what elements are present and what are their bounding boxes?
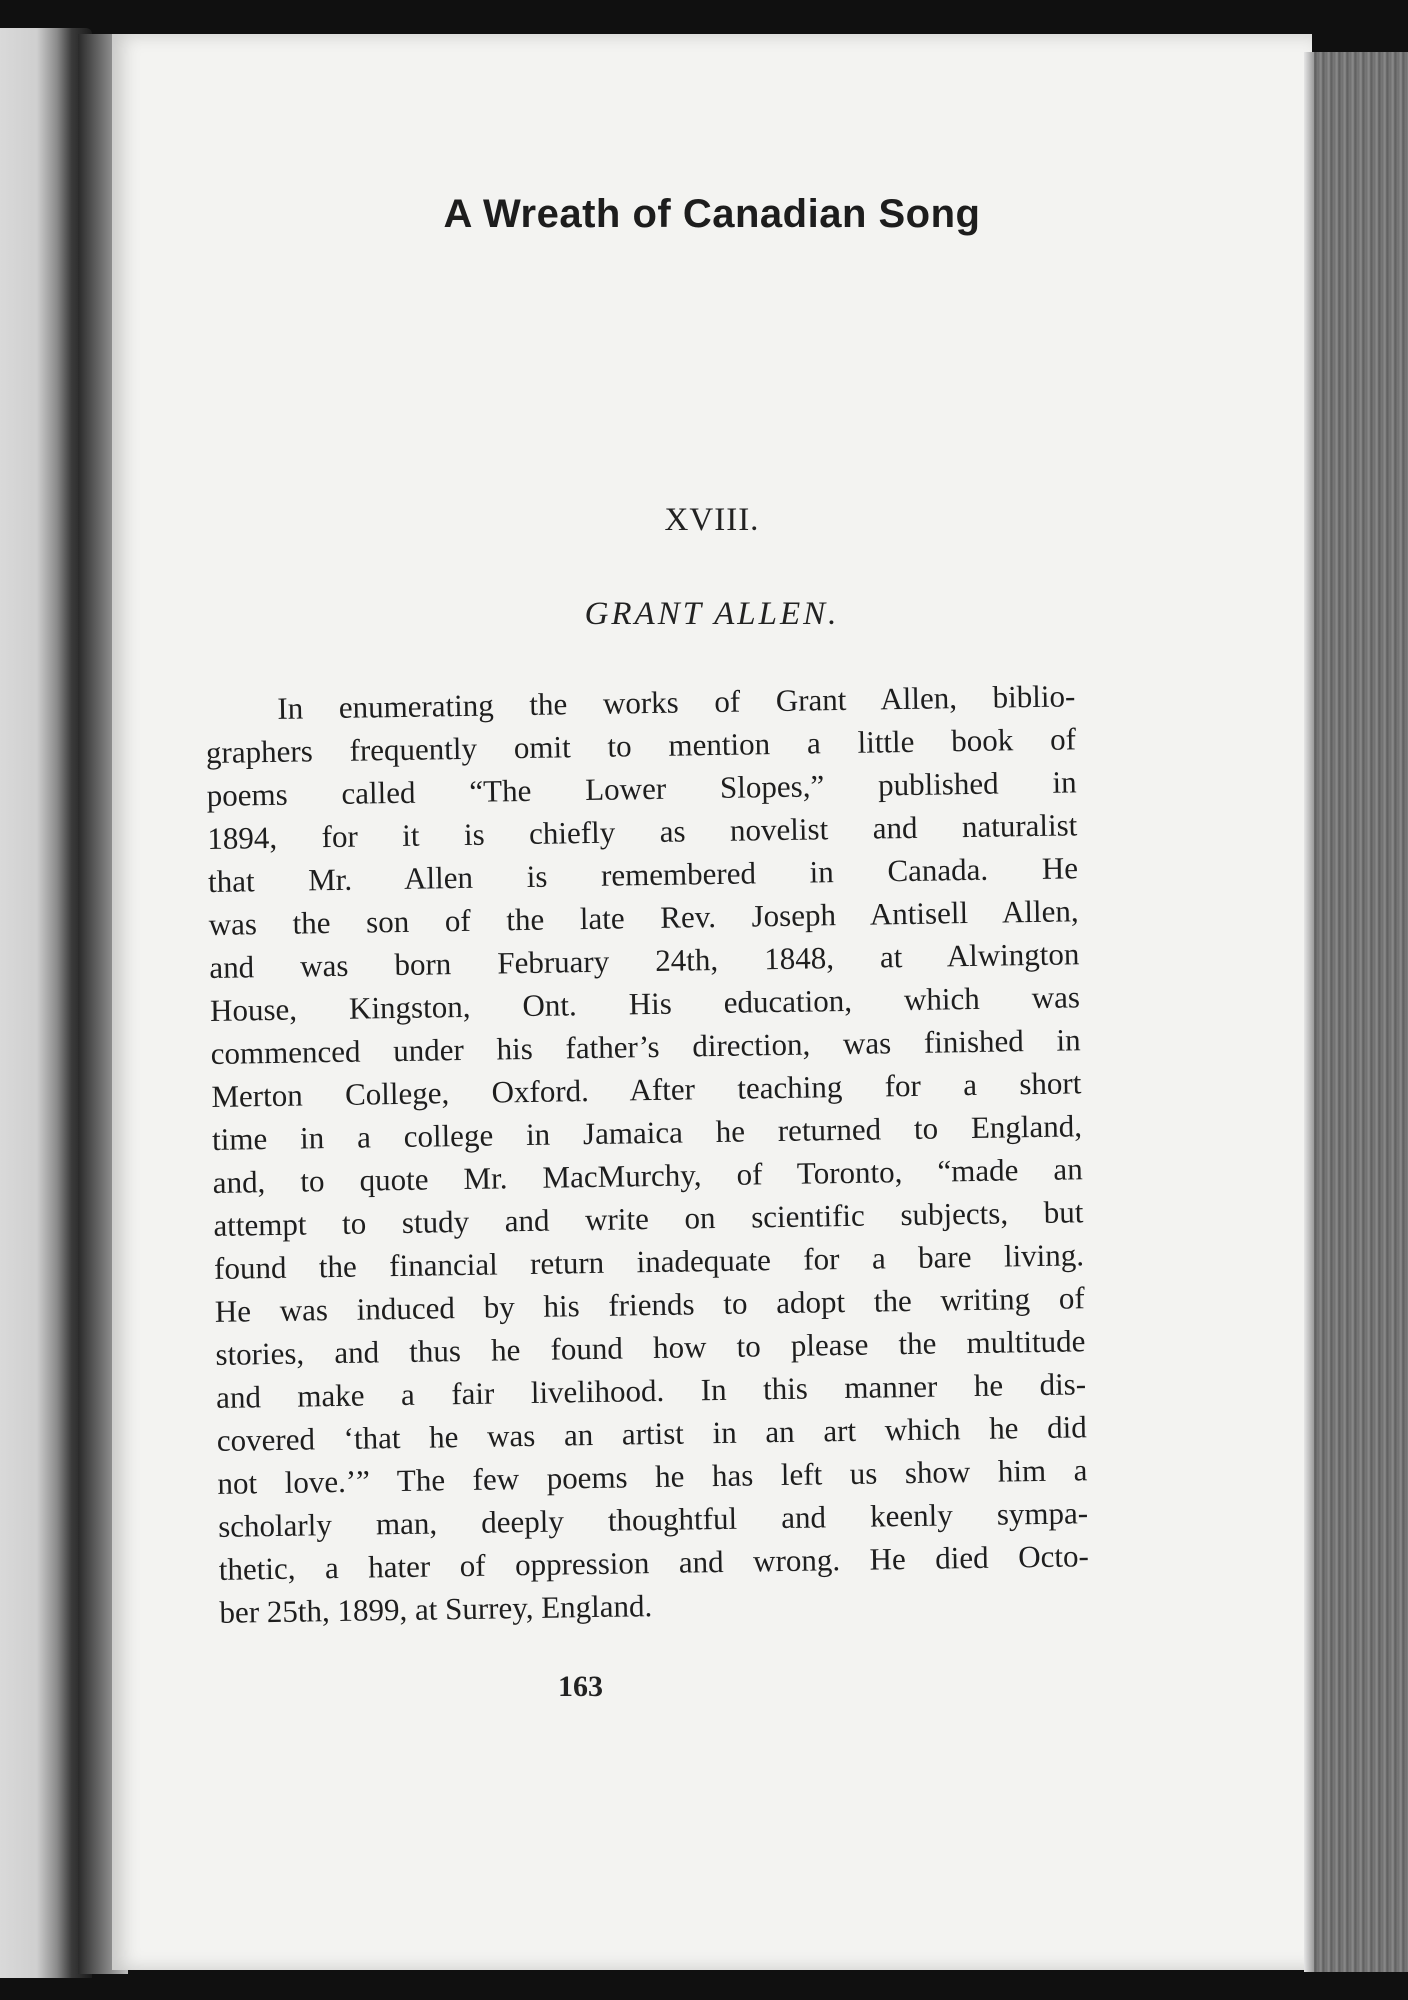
page-number: 163 <box>558 1670 603 1703</box>
text-line: poems called “The Lower Slopes,” published in <box>206 764 1077 813</box>
chapter-number: XVIII. <box>664 502 760 538</box>
text-line: attempt to study and write on scientific subjects, but <box>213 1194 1084 1243</box>
text-line: and, to quote Mr. MacMurchy, of Toronto, “made an <box>212 1151 1083 1200</box>
text-line: scholarly man, deeply thoughtful and keenly sympa- <box>217 1495 1089 1544</box>
body-paragraph <box>205 674 1090 1634</box>
text-line: covered ‘that he was an artist in an art which he did <box>216 1409 1087 1458</box>
text-line: that Mr. Allen is remembered in Canada. He <box>207 850 1079 899</box>
text-line: He was induced by his friends to adopt the writing of <box>214 1280 1085 1329</box>
text-line: 1894, for it is chiefly as novelist and naturalist <box>207 807 1078 856</box>
text-line: In enumerating the works of Grant Allen, biblio- <box>277 678 1076 726</box>
text-line: ber 25th, 1899, at Surrey, England. <box>219 1588 653 1630</box>
text-line: thetic, a hater of oppression and wrong. He died Octo- <box>218 1538 1090 1587</box>
text-line: commenced under his father’s direction, was finished in <box>210 1022 1081 1071</box>
text-line: was the son of the late Rev. Joseph Antisell Allen, <box>208 893 1079 942</box>
page-stack-edge <box>1310 52 1408 1972</box>
text-line: not love.’” The few poems he has left us show him a <box>217 1452 1088 1501</box>
text-line: Merton College, Oxford. After teaching for a short <box>211 1065 1082 1114</box>
text-line: and make a fair livelihood. In this manner he dis- <box>215 1366 1087 1415</box>
text-line: House, Kingston, Ont. His education, which was <box>209 979 1081 1028</box>
text-line: graphers frequently omit to mention a little book of <box>205 721 1077 770</box>
chapter-title: GRANT ALLEN. <box>584 596 840 632</box>
text-line: found the financial return inadequate for a bare living. <box>213 1237 1085 1286</box>
text-line: time in a college in Jamaica he returned to England, <box>211 1108 1083 1157</box>
text-line: stories, and thus he found how to please the multitude <box>215 1323 1086 1372</box>
running-head: A Wreath of Canadian Song <box>443 192 981 236</box>
text-line: and was born February 24th, 1848, at Alwington <box>209 936 1080 985</box>
